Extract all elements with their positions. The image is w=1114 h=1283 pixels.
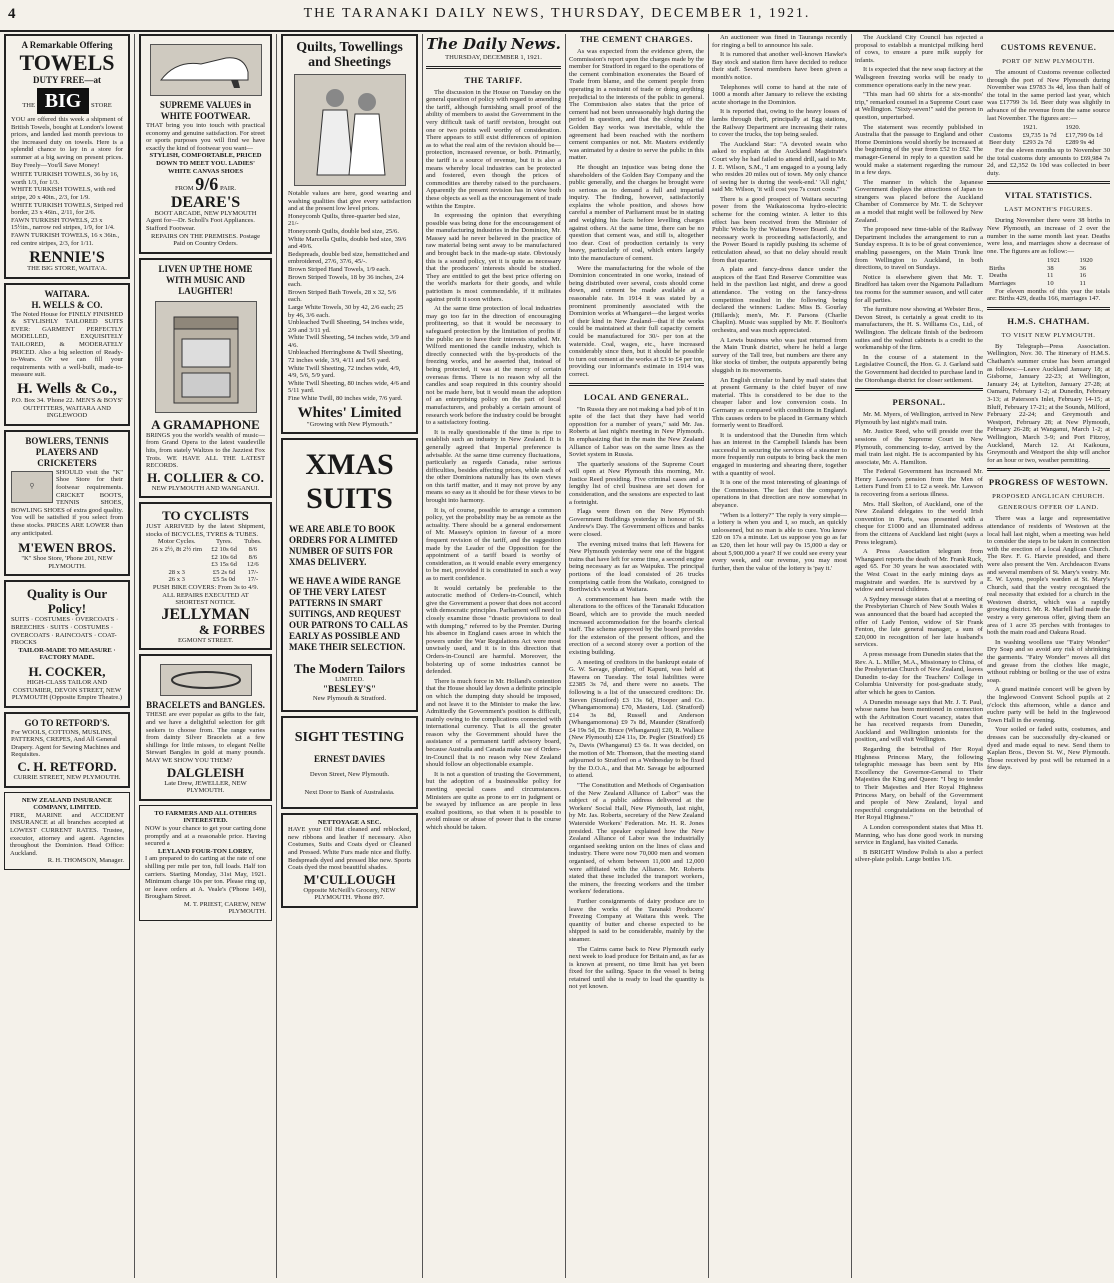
paragraph: The amount of Customs revenue collected through the port of New Plymouth during November was £9783 3s 4d, less than half of the total in the same period last year, which was £17799 3s 1d. Beer duty was slightly in advance of the revenue from the same source last November. The figures are:—: [987, 69, 1110, 122]
paragraph: Flags were flown on the New Plymouth Government Buildings yesterday in honour of St. Andrew's Day. The Government offices and banks were closed.: [569, 508, 704, 539]
paragraph: A grand matinée concert will be given by the Inglewood Convent School pupils at 2 o'clock this afternoon, while a dance and euchre party will be held in the Inglewood Town Hall in the evening.: [987, 686, 1110, 724]
ad-town: WAITARA.: [44, 288, 90, 299]
paragraph: The quarterly sessions of the Supreme Court will open at New Plymouth this morning, Mr. Justice Reed presiding. Five criminal cases and a lengthy list of civil business are set down for consideration, and the sessions are expected to last a fortnight.: [569, 460, 704, 506]
paragraph: Regarding the betrothal of Her Royal Highness Princess Mary, the following telegraphic message has been sent by His Excellency the Governor-General to Their Majesties the King and Queen: "I beg to tender to Their Majesties and Her Royal Highness Princess Mary, on behalf of the Government and people of New Zealand, loyal and respectful congratulations on the betrothal of Her Royal Highness.": [855, 746, 983, 822]
ad-footer-address: P.O. Box 34. 'Phone 22. MEN'S & BOYS' OUTFITTERS, WAITARA AND INGLEWOOD: [11, 397, 123, 420]
ad-footer-name: C. H. RETFORD.: [17, 759, 117, 775]
newspaper-title: THE TARANAKI DAILY NEWS, THURSDAY, DECEMBER 1, 1921.: [303, 6, 811, 21]
ad-body-2: Next Door to Bank of Australasia.: [304, 789, 395, 796]
table-row: Deaths 11 16: [989, 272, 1087, 280]
ad-footer-address: Late Drew, JEWELLER, NEW PLYMOUTH.: [164, 779, 247, 795]
shoe-illustration: [150, 44, 262, 96]
list-item: White Twill Sheeting, 72 inches wide, 4/9, 4/9, 5/6, 5/9 yard.: [288, 364, 401, 380]
paragraph: It is, of course, possible to arrange a common policy, yet the probability may be as remote as the actuality. There should be a general endorsement of Mr. Massey's opinion in favour of a more frequent revision of the tariff, and the suggestion made by the Leader of the Opposition for the appointment of a tariff board is worthy of consideration, as it would enable every emergency to be met, provided it is constituted in such a way as to merit confidence.: [426, 506, 561, 582]
ad-title: TOWELS: [19, 50, 115, 75]
gramophone-cabinet-illustration: [155, 301, 257, 413]
table-row: 28 x 3 £5 2s 6d 17/-: [168, 568, 259, 576]
ad-list: STYLISH, COMFORTABLE, PRICED DOWN TO MEET YOU. LADIES' WHITE CANVAS SHOES: [149, 152, 262, 175]
list-item: Brown Striped Bath Towels, 28 x 32, 5/6 each.: [288, 288, 397, 304]
ad-footer-name-2: & FORBES: [198, 621, 265, 637]
divider: [855, 388, 983, 391]
paragraph: It is reported that, owing to the heavy losses of lambs through theft, principally at Egg stations, the Railway Department are increasing their rates to cover the trucks, the top being sealed.: [712, 108, 847, 139]
ad-footer-name: H. Wells & Co.,: [17, 381, 117, 398]
ad-side-note: TAILOR-MADE TO MEASURE · FACTORY MADE.: [18, 646, 116, 662]
item-list: [288, 213, 411, 403]
column-4-editorial: [426, 34, 561, 1278]
ad-body: HAVE your Oil Hat cleaned and reblocked, new ribbons and leather if necessary. Also Costumes, Suits and Coats dyed or Cleaned and Pressed. White Furs made nice and fluffy. Bedspreads dyed and pressed like new. Sports Coats dyed the most beautiful shades.: [288, 826, 411, 872]
table-row: Customs £9,735 1s 7d £17,799 0s 1d: [989, 131, 1103, 139]
ad-footer-name: H. COCKER,: [28, 663, 106, 679]
table-row: Marriages 10 11: [989, 280, 1086, 288]
column-7-news: [855, 34, 983, 1278]
paragraph: A Sydney message states that at a meeting of the Presbyterian Church of New South Wales it was announced that the board had accepted the offer of Lady Fenton, widow of Sir Frank Fenton, the late general manager, a sum of £20,000 in recognition of her late husband's services.: [855, 595, 983, 649]
table-row: Beer duty £293 2s 7d £289 9s 4d: [989, 139, 1095, 147]
paragraph: Mrs. Hall Skelton, of Auckland, one of the New Zealand delegates to the world Irish convention in Paris, was presented with a cheque for £1000 and an illuminated address from the citizens of Auckland last night (says a Press telegram).: [855, 500, 983, 546]
ad-heading: NEW ZEALAND INSURANCE COMPANY, LIMITED.: [21, 796, 113, 812]
h-wells-ad: [4, 283, 130, 426]
article-heading: CUSTOMS REVENUE.: [1000, 42, 1097, 52]
ad-body: YOU are offered this week a shipment of British Towels, bought at London's lowest prices, and landed last month previous to the increased duty on towels. Here is a splendid chance to lay in a store for summer at a big saving on present prices. Buy Freely—You'll Save Money!: [11, 116, 123, 169]
ad-footer-sub: LIMITED.: [335, 676, 364, 684]
bracelet-illustration: [160, 664, 252, 696]
list-item: Large White Towels, 30 by 42, 2/6 each; 25 by 46, 3/6 each.: [288, 303, 404, 319]
ad-body: For WOOLS, COTTONS, MUSLINS, PATTERNS, CREPES, And All General Drapery. Agent for Sewing Machines and Requisites.: [11, 728, 121, 759]
article-heading: THE TARIFF.: [464, 74, 523, 85]
ad-body: BRINGS you the world's wealth of music—from Grand Opera to the latest vaudeville hits, from stately Waltzes to the Jazziest Fox Trots. WE HAVE ALL THE LATEST RECORDS.: [146, 431, 265, 470]
paragraph: For the eleven months up to November 30 the total customs duty amounts to £69,984 7s 2d, and £2,352 0s 10d was collected in beer duty.: [987, 146, 1110, 177]
paragraph: Your soiled or faded suits, costumes, and dresses can be successfully dry-cleaned or dyed and made equal to new. Send them to Kaplan Bros., Devon St. W., New Plymouth. Those received by post will be returned in a few days.: [987, 726, 1110, 772]
ad-footer-name: JELLYMAN: [161, 605, 250, 623]
list-item: WHITE TURKISH TOWELS, with red stripe, 20 x 40in., 2/3, for 1/9.: [11, 186, 116, 201]
collier-gramaphone-ad: [139, 258, 272, 499]
table-header-row: 1921. 1920.: [1022, 124, 1081, 132]
paragraph: "This man had 60 shirts for a six-months' trip," remarked counsel in a Supreme Court case at Wellington. "Sixty-seven!" said the person in question, unperturbed.: [855, 91, 983, 121]
paragraph: The discussion in the House on Tuesday on the general question of policy with regard to amending the tariff, although furnishing small proof of the ability of members to assist the Government in the very difficult task of tariff revision, brought out one or two points well worthy of consideration. There appears to still exist differences of opinion as to what the real aim of the revision should be—protection, increased revenue, or both. Primarily, the tariff is a source of revenue, but it is also a means whereby local industries can be protected and fostered, even though the prices of commodities are thereby raised to the purchasers. Apparently the present revision has in view both these objects as well as the encouragement of trade within the Empire.: [426, 88, 561, 210]
list-item: WHITE TURKISH TOWELS, Striped red border, 23 x 46in., 2/11, for 2/6.: [11, 201, 123, 217]
list-item: Unbleached Twill Sheeting, 54 inches wide, 2/9 and 3/11 yd.: [288, 319, 405, 334]
article-heading: PROGRESS OF WESTOWN.: [988, 477, 1109, 488]
ad-footer-name: M. T. PRIEST, CAREW, NEW PLYMOUTH.: [183, 900, 266, 916]
ad-body: FIRE, MARINE and ACCIDENT INSURANCE at all branches accepted at LOWEST CURRENT RATES. Trustee, executor, attorney and agent. Agencies throughout the Dominion. Head Office: Auckland.: [10, 811, 124, 857]
ad-footer-name: The Modern Tailors: [293, 661, 406, 677]
ad-footer-address: BOOT ARCADE, NEW PLYMOUTH: [154, 209, 257, 217]
ad-heading: SIGHT TESTING: [294, 730, 405, 746]
ad-body: SHOULD visit the "K" Shoe Store for their footwear requirements. CRICKET BOOTS, TENNIS SHOES, BOWLING SHOES of extra good quality. You will be satisfied if you select from these stocks. PRICES ARE LOWER than any anticipated.: [11, 468, 123, 537]
list-item: White Twill Sheeting, 80 inches wide, 4/6 and 5/11 yard.: [288, 379, 410, 395]
list-item: Fine White Twill, 80 inches wide, 7/6 yard.: [288, 395, 403, 403]
paragraph: A London correspondent states that Miss H. Manning, who has done good work in nursing service in England, has visited Canada.: [855, 824, 983, 847]
ad-heading: GO TO RETFORD'S.: [24, 717, 110, 728]
column-8-news: [987, 34, 1110, 1278]
list-item: FAWN TURKISH TOWELS, 23 x 15½in., narrow red stripes, 1/9, for 1/4.: [11, 216, 115, 232]
list-item: Bedspreads, double bed size, hemstitched and embroidered, 27/6, 37/6, 45/-.: [288, 250, 410, 266]
column-6-news: [712, 34, 847, 1278]
ad-footer-address: NEW PLYMOUTH AND WANGANUI.: [151, 484, 260, 492]
paragraph: B BRIGHT Window Polish is also a perfect silver-plate polish. Large bottles 1/6.: [855, 848, 983, 864]
price-table: [146, 538, 265, 584]
list-item: White Marcella Quilts, double bed size, 39/6 and 49/6.: [288, 235, 407, 251]
nz-insurance-ad: [4, 792, 130, 870]
ad-heading: BOWLERS, TENNIS PLAYERS AND CRICKETERS: [25, 435, 109, 468]
article-heading: VITAL STATISTICS.: [1004, 190, 1093, 201]
article-subheading: TO VISIT NEW PLYMOUTH.: [1001, 331, 1096, 339]
paragraph: The Auckland Star: "A devoted swain who asked to explain at the Auckland Magistrate's Court why he had failed to attend drill, said to Mr. J. E. Wilson, S.M., 'I am engaged to a young lady who resides 20 miles out of town. My only chance of seeing her is during the week-end.' 'All right,' said Mr. Wilson, 'it will cost you 7s court costs.'": [712, 140, 847, 194]
ad-body-2: I am prepared to do carting at the rate of one shilling per mile per ton, full loads. Half ton carriers. Starting Monday, 31st May, 1921. Minimum charge 10s per ton. Please ring up, or leave orders at A. Veale's ('Phone 149), Brougham Street.: [145, 855, 266, 901]
column-rule: [708, 34, 709, 1278]
bracelet-icon: [166, 668, 246, 692]
list-item: White Twill Sheeting, 54 inches wide, 3/9 and 4/6.: [288, 334, 410, 349]
article-heading: H.M.S. CHATHAM.: [1007, 315, 1090, 326]
paragraph: "In Russia they are not making a bad job of it in spite of the fact that they have had world opposition for a number of years," said Mr. Jas. Roberts at last night's meeting in New Plymouth. In emphasizing that in the main the New Zealand Alliance of Labor was on the same lines as the Soviet system in Russia.: [569, 405, 704, 459]
editorial-dateline: THURSDAY, DECEMBER 1, 1921.: [445, 54, 542, 61]
ad-footer-address: "K" Shoe Store, 'Phone 201, NEW PLYMOUTH.: [21, 555, 113, 570]
table-row: Births 38 36: [989, 264, 1087, 272]
ad-heading: BRACELETS and BANGLES.: [146, 700, 265, 711]
paragraph: A Press Association telegram from Whangarei reports the death of Mr. Frank Ruck, aged 65. For 30 years he was associated with the West Coast in the early mining days as magistrate and warden. He is survived by a widow and several children.: [855, 548, 983, 594]
paragraph: By Telegraph—Press Association. Wellington, Nov. 30. The itinerary of H.M.S. Chatham's summer cruise has been arranged as follows:—Leave Auckland January 18; at Gisborne, January 22-23; at Wellington, January 24; at Lyttelton, January 27-28; at Oamaru, February 1-2; at Dunedin, February 3-13; at Paterson's Inlet, February 14-15; at Bluff, February 17-21; at the Sounds, Milford, February 22-24; and Greymouth and Westport, February 28; at New Plymouth, February 26-28; at Wanganui, March 1-2; at Wellington, March 3-9; and Port Fitzroy, Auckland, March 12. At Kaikoura, Greymouth and Westport the ship will anchor for an hour or two, weather permitting.: [987, 342, 1110, 464]
paragraph: It is not a question of trusting the Government, but the adoption of a businesslike policy for meeting special cases and circumstances. Ministers are quite as prone to err in judgment or be swayed by influence as are people in less exalted positions, so that when it is possible to avoid misuse or abuse of power that is the course which should be taken.: [426, 770, 561, 831]
ad-heading: Quilts, Towellings and Sheetings: [296, 40, 403, 70]
paragraph: It is really questionable if the time is ripe to establish such an industry in New Zealand. It is generally agreed that Imperial preference is advisable. At the same time currency fluctuations, particularly as regards Canada, raise serious difficulties, besides affecting prices, while each of the other Dominions naturally has its own views on this tariff matter, and it may not prove by any means so easy as it should be for these views to be brought into harmony.: [426, 428, 561, 505]
ad-heading: TO FARMERS AND ALL OTHERS INTERESTED.: [154, 809, 257, 825]
list-item: FAWN TURKISH TOWELS, 16 x 36in., red centre stripes, 2/3, for 1/11.: [11, 231, 120, 247]
ad-footer-name: H. COLLIER & CO.: [147, 469, 264, 485]
paragraph: The Auckland City Council has rejected a proposal to establish a municipal milking herd of cows, to ensure a pure milk supply for infants.: [855, 34, 983, 64]
column-rule: [565, 34, 566, 1278]
paragraph: A press message from Dunedin states that the Rev. A. L. Miller, M.A., Missionary to China, of the Presbyterian Church of New Zealand, leaves Dunedin to-day for the Teachers' College in Columbia University for post-graduate study, after which he goes to Canton.: [855, 650, 983, 696]
ad-heading: SUPREME VALUES in WHITE FOOTWEAR.: [159, 100, 252, 121]
customs-table: [987, 124, 1110, 147]
ad-footer-address: EGMONT STREET.: [177, 636, 234, 644]
paragraph: Mr. Justice Reed, who will preside over the sessions of the Supreme Court in New Plymouth, commencing to-day, arrived by the mail train last night. He is accompanied by his associate, Mr. A. Hamilton.: [855, 428, 983, 466]
ad-name: ERNEST DAVIES: [314, 754, 385, 765]
paragraph: Further consignments of dairy produce are to leave the works of the Taranaki Producers' Freezing Company at Waitara this week. The quantity of butter and cheese expected to be shipped is said to be considerable, mainly by the steamer.: [569, 897, 704, 943]
divider: [569, 383, 704, 386]
paragraph: The statement was recently published in Australia that the passage to England and other Home Dominions would shortly be increased at the beginning of the year from £52 to £62. The manager-General in reply to a question said he would make a statement regarding the rumour in a few days.: [855, 123, 983, 177]
paragraph: The furniture now showing at Webster Bros., Devon Street, is certainly a great credit to its manufacturers, the H. S. Williams Co., Ltd., of Wellington. The delicate finish of the bedroom suites and the walnut cabinets is a credit to the workmanship of the firm.: [855, 306, 983, 352]
ad-footer-name: R. H. THOMSON, Manager.: [47, 857, 124, 865]
divider: [426, 66, 561, 69]
whites-quilts-ad: [281, 34, 418, 434]
ad-firm: H. WELLS & CO.: [31, 299, 103, 310]
ad-footer-address: THE BIG STORE, WAITA'A.: [27, 265, 107, 273]
gramophone-icon: [166, 307, 246, 407]
list-item: WHITE TURKISH TOWELS, 36 by 16, worth 1/3, for 1/3.: [11, 171, 119, 186]
column-3-ads: [281, 34, 418, 1278]
ad-footer-name: DEARE'S: [170, 193, 241, 211]
ad-body: NOW is your chance to get your carting done promptly and at a reasonable price. Having secured a: [145, 824, 266, 848]
paragraph: A Dunedin message says that Mr. J. T. Paul, whose name has been mentioned in connection with the Arbitration Court vacancy, states that he has received requests from Dunedin, Auckland and Wellington unionists for the position, and will visit Wellington.: [855, 698, 983, 744]
article-subheading: PORT OF NEW PLYMOUTH.: [1002, 58, 1095, 65]
deares-footwear-ad: [139, 34, 272, 254]
list-item: Brown Striped Towels, 18 by 36 inches, 2/4 each.: [288, 273, 404, 289]
paragraph: During November there were 38 births in New Plymouth, an increase of 2 over the number in the same month last year. Deaths were less, and marriages show a decrease of one. The figures are as follow:—: [987, 217, 1110, 255]
ad-heading: LIVEN UP THE HOME WITH MUSIC AND LAUGHTER!: [158, 263, 253, 296]
paragraph: "When is a lottery?" The reply is very simple—a lottery is when you and I, so much, an quickly unloosened, but no man is able to cure. You know £20 on 17s a minute. Let us suppose you go as far as £20, then let hour will pay 0s 15,000 a day or about 5,900,000 a year? If we could see every year every week, and our revenue, you may most further, then the value of the lottery is 'pay it.': [712, 511, 847, 572]
article-heading: PERSONAL.: [892, 397, 946, 408]
mccullough-ad: [281, 813, 418, 908]
list-item: Honeycomb Quilts, double bed size, 25/6.: [288, 227, 399, 235]
ad-body: Devon Street, New Plymouth.: [309, 771, 390, 779]
mewen-bros-ad: [4, 430, 130, 577]
paragraph: There is much force in Mr. Holland's contention that the House should lay down a definite principle on which the dumping duty should be imposed, and not leave it to the Minister to make the law. Admittedly the Government's position is difficult, mainly owing to the complications connected with international currency. That is all the greater reason why the Government should have the assistance of a permanent tariff advisory board, because Australia and Canada make use of Orders-in-Council that is no reason why New Zealand should follow an objectionable example.: [426, 677, 561, 769]
ad-note: REPAIRS ON THE PREMISES. Postage Paid on Country Orders.: [151, 232, 260, 248]
column-5-news: [569, 34, 704, 1278]
jellyman-forbes-ad: [139, 502, 272, 650]
paragraph: For eleven months of this year the totals are: Births 429, deaths 166, marriages 147.: [987, 287, 1110, 303]
paragraph: A commencement has been made with the alterations to the offices of the Taranaki Education Board, which are to provide the much needed increased accommodation for the board's clerical staff. The scheme approved by the board provides for the extension of the present offices, and the erection of a second storey over a portion of the existing building.: [569, 595, 704, 656]
ad-footer-address: CURRIE STREET, NEW PLYMOUTH.: [13, 774, 121, 782]
paragraph: The evening mixed trains that left Hawera for New Plymouth yesterday were one of the biggest trains that have left for some time, a second engine being necessary as far as Waipuku. The principal portions of the load consisted of 26 trucks comprising cattle from the Waikato, consigned to Borthwick's works at Waitara.: [569, 540, 704, 594]
ad-title: A GRAMAPHONE: [151, 416, 260, 432]
article-heading: THE CEMENT CHARGES.: [579, 34, 693, 44]
paragraph: Notice is elsewhere given that Mr. T. Bradford has taken over the Ngamotu Palladium tea rooms for the summer season, and will cater for all parties.: [855, 273, 983, 304]
paragraph: An English circular to hand by mail states that at present Germany is the chief buyer of raw material. This is considered to be due to the cheaper labor and low conversion costs. In Germany as compared with conditions in England. This causes orders to be placed in Germany which formerly went to Bradford.: [712, 376, 847, 430]
ad-body: THAT bring you into touch with practical economy and genuine satisfaction. For street or sports purposes you will find we have exactly the kind of footwear you want—: [146, 122, 265, 152]
ad-heading: XMAS SUITS: [305, 448, 394, 516]
paragraph: A Lewis business who was just returned from the Main Trunk district, where he held a large survey of the Tall tree, but numbers are there any like stocks of timber, the outputs apparently being sluggish in its movements.: [712, 336, 847, 374]
paragraph: It would certainly be preferable to the autocratic method of Orders-in-Council, which give the Government a power that does not accord with democratic principles. Parliament will need to closely examine those "drastic provisions to deal with dumping," referred to by the Premier. During his absence in England cases arose in which the powers under the War Regulations Act were most unwisely used, and it is in this direction that Orders-in-Council are harmful. Moreover, the bolstering up of some industries cannot be defended.: [426, 584, 561, 676]
big-store-logo: THE BIG STORE: [22, 90, 112, 112]
column-1-ads: [4, 34, 130, 1278]
ad-heading: Quality is Our Policy!: [26, 586, 108, 617]
ernest-davies-ad: [281, 716, 418, 808]
towel-item-list: [11, 171, 123, 247]
paragraph: At the same time protection of local industries may go too far in the direction of encouraging profiteering, so that it would be necessary to safeguard protection by the limitation of profits if the public are to have their interests studied. Mr. Wilford mentioned the candle industry, which is directly connected with the by-products of the freezing works, and he asserted that, instead of being protected, it was at the mercy of certain overseas firms. There is no reason why all the candles and soap required in this country should not be made here, but it would mean the adoption of an enterprising policy on the part of local manufacturers, and probably a certain amount of research work before the industry could be brought to a satisfactory footing.: [426, 305, 561, 427]
paragraph: He thought an injustice was being done the shareholders of the Golden Bay Company and the public generally, and the charges he brought were so serious as to demand a full and impartial inquiry. The finding, however, satisfactorily explains the whole position, and shows how careful a member of Parliament must be in stating and weighing his facts before levelling charges against others. At the same time, there can be no question that cement was, and still is, altogether too dear. Cost of production certainly is very heavy, particularly of coal, which enters largely into the manufacture of cement.: [569, 163, 704, 263]
ad-heading: NETTOYAGE A SEC.: [317, 818, 382, 826]
retfords-ad: [4, 712, 130, 788]
table-header-row: Motor Cycles. Tyres. Tubes.: [157, 538, 262, 546]
list-item: Unbleached Herringbone & Twill Sheeting, 72 inches wide, 3/9, 4/11 and 5/6 yard.: [288, 349, 403, 365]
women-figures-icon: [305, 80, 395, 180]
paragraph: In the course of a statement in the Legislative Council, the Hon. G. J. Garland said the Government had decided to purchase land in the Otorohanga district for closer settlement.: [855, 353, 983, 384]
list-item: Honeycomb Quilts, three-quarter bed size, 21/-: [288, 212, 401, 228]
column-rule: [851, 34, 852, 1278]
paragraph: There was a large and representative attendance of residents of Westown at the local hall last night, when a meeting was held to consider the steps to be taken in connection with the erection of a local Anglican Church. The Rev. F. G. Harvie presided, and there were also present the Ven. Archdeacon Evans and several members of St. Mary's vestry. Mr. E. W. Lyons, people's warden at St. Mary's Church, said that the vestry recognised the real necessity that existed for a church in the Westown district, which was a rapidly growing district. Mr. R. Marfell had made the vestry a very generous offer, giving them an area of 1 acre 35 perches with frontages to both the main road and Oakura Road.: [987, 515, 1110, 637]
paragraph: Mr. M. Myers, of Wellington, arrived in New Plymouth by last night's mail train.: [855, 411, 983, 426]
ad-footer-address: HIGH-CLASS TAILOR AND COSTUMIER, DEVON STREET, NEW PLYMOUTH (Opposite Empire Theatre.): [11, 678, 123, 702]
ad-footer-name: DALGLEISH: [166, 764, 245, 780]
modern-tailors-ad: [281, 438, 418, 712]
divider: [987, 181, 1110, 184]
paragraph: The Federal Government has increased Mr. Henry Lawson's pension from the Men of Letters Fund from £1 to £2 a week. Mr. Lawson is recovering from a serious illness.: [855, 468, 983, 499]
shoe-icon: [156, 50, 256, 90]
masthead: [0, 0, 1114, 32]
ad-footer-address: Opposite McNeill's Grocery, NEW PLYMOUTH. 'Phone 897.: [303, 886, 396, 902]
nameplate: The Daily News.: [426, 35, 561, 53]
column-rule: [134, 34, 135, 1278]
table-row: 26 x 3 £5 5s 0d 17/-: [168, 576, 259, 584]
paragraph: The proposed new time-table of the Railway Department includes the arrangement to run a Sunday express. It is to be of great convenience, enabling passengers, on the Main Trunk line from Wellington to Auckland, in both directions, to travel on Sundays.: [855, 226, 983, 272]
paragraph: A plain and fancy-dress dance under the auspices of the East End Reserve Committee was held in the pavilion last night, and drew a good attendance. The voting on the fancy-dress competition resulted in the following being declared the winners: Ladies: Miss B. Gourlay (Hillards); men's, Mr. F. Parsons (Charlie Chaplin). Music was supplied by Mr. F. Boulton's orchestra, and was much appreciated.: [712, 266, 847, 334]
paragraph: In expressing the opinion that everything possible was being done for the encouragement of the manufacturing industries in the Dominion, Mr. Massey said he never believed in the practice of raw material being sent away to be manufactured and brought back in the made-up state. Obviously this is a sound policy, yet it is quite as necessary that the producers' interests should be studied. They are entitled to get the best price offering on the world's markets for their goods, and while patriotism is most commendable, if it militates against profit it soon withers.: [426, 212, 561, 303]
tennis-player-illustration: ⚲: [11, 471, 53, 503]
column-2-ads: [139, 34, 272, 1278]
ad-footer-name: M'CULLOUGH: [303, 871, 396, 887]
paragraph: Were the manufacturing for the whole of the Dominion concentrated in one works, instead of being distributed over several, costs should come down, and cement be made available at a reasonable rate. In 1914 it was stated by a prominent prominently associated with the Dominion works at Whangarei—the largest works of their kind in New Zealand—that if the works could be maintained at their full capacity cement could be manufactured for 30/- per ton at the waterside. Coal, wages, etc., have increased considerably since then, but it should be possible to turn out cement at the works at £3 to £4 per ton, providing our informant's estimate in 1914 was correct.: [569, 264, 704, 378]
h-cocker-ad: [4, 580, 130, 707]
article-heading: LOCAL AND GENERAL.: [583, 391, 690, 402]
price-line: FROM 9/6 PAIR.: [174, 174, 237, 195]
ad-note: PUSH BIKE COVERS: From 3s to 4/9. ALL REPAIRS EXECUTED AT SHORTEST NOTICE.: [152, 584, 259, 607]
ad-agent: Agent for—Dr. Scholl's Foot Appliances. Stafford Footwear.: [146, 217, 255, 232]
price: 9/6: [195, 174, 219, 195]
paragraph: An auctioneer was fined in Tauranga recently for ringing a bell to announce his sale.: [712, 34, 847, 49]
vital-statistics-table: [987, 257, 1110, 287]
ad-footer-name: RENNIE'S: [29, 249, 105, 267]
ad-footer-address: New Plymouth & Stratford.: [312, 694, 387, 702]
divider: [987, 468, 1110, 471]
leyland-lorry-ad: [139, 805, 272, 921]
paragraph: A meeting of creditors in the bankrupt estate of G. W. Savage, plumber, of Kapuni, was held at Hawera on Tuesday. The total liabilities were £2385 3s 7d, and there were no assets. The following is a list of the unsecured creditors: Dr. Steven (Stratford) £3 13s 6d, Hooper and Co. (Whangamomona) £70, Masters, Ltd. (Stratford) £14 3s 8d, Russell and Anderson (Whangamomona) £9 7s 8d, Maunder (Stratford) £4 19s 5d, Dr. Bruce (Whanganui) £20, R. Wallace (New Plymouth) £24 11s, Dr. Pegler (Stratford) £6 7s, Davis (Whanganui) £3 6s. It was decided, on the motion of Mr. Thomson, that the meeting stand adjourned to Stratford on a Wednesday to be fixed by the D.O.A., and that Mr. Savage be adjourned to attend.: [569, 658, 704, 780]
column-rule: [276, 34, 277, 1278]
article-subheading: LAST MONTH'S FIGURES.: [1004, 206, 1093, 214]
ad-footer-slogan: "Growing with New Plymouth.": [306, 420, 393, 428]
divider: [987, 307, 1110, 310]
paragraph: In washing woollens use "Fairy Wonder" Dry Soap and so avoid any risk of shrinking the garments. "Fairy Wonder" moves all dirt and grease from the clothes like magic, without rubbing or boiling or the use of extra soap.: [987, 638, 1110, 684]
dalgleish-bracelets-ad: [139, 654, 272, 800]
ad-body: Notable values are here, good wearing and washing qualities that give every satisfaction and at the present low level prices.: [288, 190, 411, 213]
article-body: [426, 89, 561, 832]
paragraph: The Cairns came back to New Plymouth early next week to load produce for Britain and, as far as is known at present, no time limit has yet been fixed for the sailing. Space in the vessel is being retained until she is ready to load the quantity is not yet known.: [569, 945, 704, 991]
paragraph: There is a good prospect of Waitara securing power from the Waikatoscoma hydro-electric scheme for the coming winter. A letter to this effect has been received from the Minister of Public Works by the Waitara Power Board. At the necessary work is proceeding satisfactorily, and the Power Board is rapidly pushing its scheme of reticulation ahead, so that no delay should result from that quarter.: [712, 195, 847, 264]
paragraph: It is rumored that another well-known Hawke's Bay stock and station firm have decided to reduce their staff. Several members have been given a month's notice.: [712, 51, 847, 81]
ad-heading: TO CYCLISTS: [162, 508, 249, 524]
ad-items: SUITS · COSTUMES · OVERCOATS · BREECHES · SUITS · COSTUMES · OVERCOATS · RAINCOATS · COAT-FROCKS: [11, 616, 119, 647]
ad-footer-name: M'EWEN BROS.: [18, 540, 116, 556]
ad-body: JUST ARRIVED by the latest Shipment, stocks of BICYCLES, TYRES & TUBES.: [146, 523, 265, 538]
article-subheading: PROPOSED ANGLICAN CHURCH. GENEROUS OFFER OF LAND.: [992, 493, 1105, 512]
ad-title: LEYLAND FOUR-TON LORRY,: [157, 847, 254, 855]
ad-heading: A Remarkable Offering: [21, 40, 113, 50]
table-row: £2 10s 6d 8/6: [211, 553, 258, 561]
paragraph: It is expected that the new soap factory at the Wallsgreen freezing works will be ready to commence operations early in the new year.: [855, 66, 983, 89]
table-row: 26 x 2½, 8t 2½ rim £2 10s 6d 8/6: [151, 546, 258, 554]
rennies-towels-ad: [4, 34, 130, 279]
list-item: Brown Striped Hand Towels, 1/9 each.: [288, 265, 391, 273]
paragraph: It is one of the most interesting of gleanings of the Commission. The fact that the company's operations in that direction are now somewhat in abeyance.: [712, 479, 847, 510]
ad-subtitle: DUTY FREE—at: [33, 75, 101, 85]
table-header-row: 1921 1920: [1047, 257, 1093, 265]
paragraph: Telephones will come to hand at the rate of 1000 a month after January to relieve the existing acute shortage in the Dominion.: [712, 83, 847, 106]
column-rule: [422, 34, 423, 1278]
ad-body: THESE are ever popular as gifts to the fair, and we have a delightful selection for gift seekers to choose from. The range varies from dainty Silver Bracelets at a few shillings for little misses, to elegant Nellie Stewart Bangles in gold at many pounds. MAY WE SHOW YOU THEM?: [146, 711, 265, 764]
paragraph: It is understood that the Dunedin firm which has an interest in the Campbell Islands has been successful in securing the services of a steamer to more frequently run outputs to bring back the men engaged in mustering and shearing there, together with a quantity of wool.: [712, 431, 847, 477]
ad-body-2: WE HAVE A WIDE RANGE OF THE VERY LATEST PATTERNS IN SMART SUITINGS, AND REQUEST OUR PATRONS TO CALL AS EARLY AS POSSIBLE AND MAKE THEIR SELECTION.: [289, 576, 408, 653]
ad-footer-brand: "BESLEY'S": [322, 683, 376, 694]
table-row: £3 15s 6d 12/6: [211, 561, 259, 569]
paragraph: The manner in which the Japanese Government displays the attractions of Japan to strangers was placed before the Auckland Chamber of Commerce by Mr. T. de Schryver as a model that might well be followed by New Zealand.: [855, 178, 983, 224]
paragraph: "The Constitution and Methods of Organisation of the New Zealand Alliance of Labor" was the subject of a public address delivered at the Workers' Social Hall, New Plymouth, last night, by Mr. Jas. Roberts, secretary of the New Zealand Waterside Workers' Federation. Mr. H. R. Jones presided. The speaker explained how the New Zealand Alliance of Labor was the industrially organised seeking union on the lines of class and industry. There were now 70,000 men and women organised, of whom between 11,000 and 12,000 were affiliated with the Alliance. Mr. Roberts stated that these included the transport workers, the miners, the freezing workers and the timber workers' federations.: [569, 782, 704, 896]
page-number: 4: [8, 6, 16, 22]
ad-body: WE ARE ABLE TO BOOK ORDERS FOR A LIMITED NUMBER OF SUITS FOR XMAS DELIVERY.: [289, 524, 398, 568]
ad-footer-name: Whites' Limited: [297, 404, 402, 421]
paragraph: As was expected from the evidence given, the Commission's report upon the charges made by the member for Stratford in regard to the operations of the cement combination exonerates the Board of Trade from blame, and the cement people from operating in a restraint of trade or doing anything prejudicial to the interests of the public in general. The Commission also states that the price of cement had not been unreasonably high during the period in question, and that the closing of the Golden Bay works was inevitable, while the agreement had been reached with the northern cement companies or not. Mr. Masters evidently was animated by a desire to serve the public in this matter.: [569, 48, 704, 162]
ad-body: The Noted House for FINELY FINISHED & STYLISHLY TAILORED SUITS EVER: GARMENT PERFECTLY MODELLED, EXQUISITELY TAILORED, & MODERATELY PRICED. Also a big selection of Ready-to-Wears. Or we can fill your requirements with a well-built, made-to-measure suit.: [11, 310, 123, 379]
women-with-linen-illustration: [294, 74, 406, 186]
